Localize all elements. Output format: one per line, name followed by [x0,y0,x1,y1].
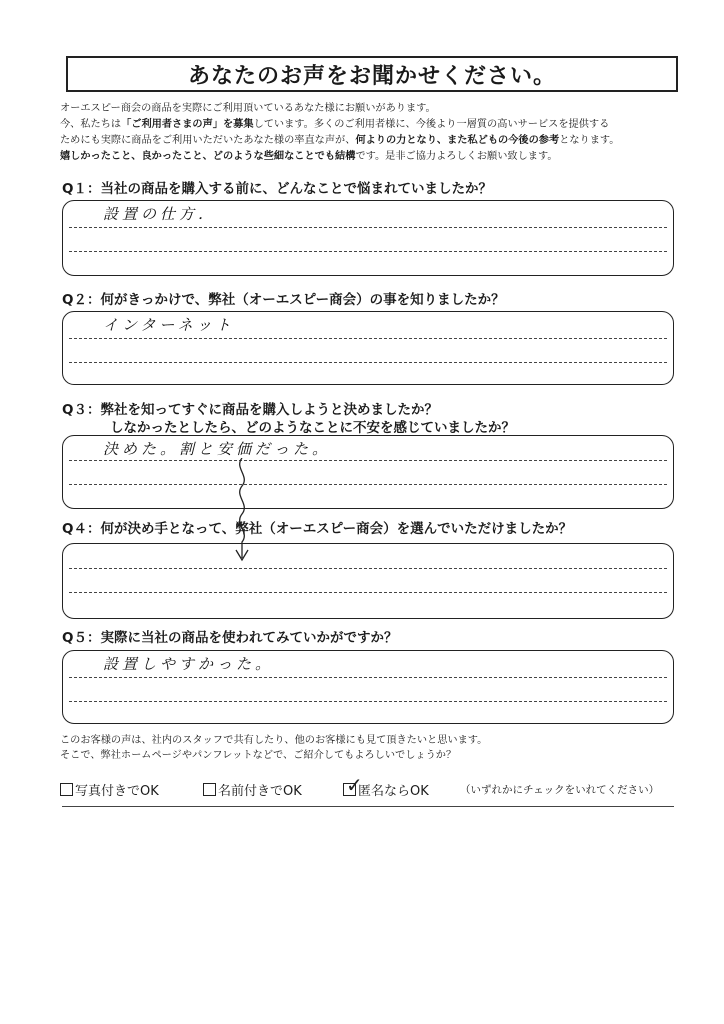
intro-line-4a: 嬉しかったこと、良かったこと、どのような些細なことでも結構 [60,151,356,162]
option-photo-label: 写真付きでOK [75,784,159,799]
intro-line-4b: です。是非ご協力よろしくお願い致します。 [355,151,558,162]
answer-box-2[interactable] [62,311,674,385]
answer-5-text: 設置しやすかった。 [103,655,275,673]
question-2: Q２：何がきっかけで、弊社（オーエスピー商会）の事を知りましたか？ [62,292,505,308]
intro-text [60,101,700,165]
answer-2-text: インターネット [103,316,235,334]
question-1: Q１：当社の商品を購入する前に、どんなことで悩まれていましたか？ [62,181,492,197]
intro-line-2 [60,117,700,133]
question-3: Q３：弊社を知ってすぐに商品を購入しようと決めましたか？ [62,402,438,418]
dashed-line [69,460,667,461]
checkbox-anonymous[interactable] [343,773,363,797]
permission-options [60,773,680,802]
question-3-sub: しなかったとしたら、どのようなことに不安を感じていましたか？ [110,420,515,436]
dashed-line [69,592,667,593]
dashed-line [69,677,667,678]
question-5: Q５：実際に当社の商品を使われてみていかがですか？ [62,630,398,646]
option-anonymous[interactable] [343,773,429,799]
intro-line-1 [60,101,700,117]
page-title [66,56,678,92]
answer-3-text: 決めた。割と安価だった。 [103,440,332,458]
dashed-line [69,251,667,252]
intro-line-2a: 今、私たちは [60,119,122,130]
handwritten-arrow-icon [230,458,260,568]
dashed-line [69,227,667,228]
intro-line-3 [60,133,700,149]
intro-line-2c: しています。多くのご利用者様に、今後より一層質の高いサービスを提供する [253,119,610,130]
intro-line-3a: ためにも実際に商品をご利用いただいたあなた様の率直な声が、 [60,135,356,146]
option-name-label: 名前付きでOK [218,784,302,799]
question-4: Q４：何が決め手となって、弊社（オーエスピー商会）を選んでいただけましたか？ [62,521,573,537]
dashed-line [69,484,667,485]
title-text: あなたのお声をお聞かせください。 [187,63,556,89]
footer-line-1: このお客様の声は、社内のスタッフで共有したり、他のお客様にも見て頂きたいと思います。 [60,735,488,746]
checkbox-name[interactable] [203,783,216,796]
footer-text [60,733,487,763]
answer-box-5[interactable] [62,650,674,724]
answer-box-4[interactable] [62,543,674,619]
check-icon: ✓ [346,773,363,797]
checkbox-photo[interactable] [60,783,73,796]
answer-box-3[interactable] [62,435,674,509]
dashed-line [69,701,667,702]
answer-1-text: 設置の仕方． [103,205,218,223]
intro-line-3c: となります。 [559,135,620,146]
option-anonymous-label: 匿名ならOK [358,784,429,799]
divider [62,806,674,807]
intro-line-1-text: オーエスピー商会の商品を実際にご利用頂いているあなた様にお願いがあります。 [60,103,436,114]
option-photo[interactable] [60,780,159,799]
dashed-line [69,338,667,339]
dashed-line [69,362,667,363]
intro-line-3b: 何よりの力となり、また私どもの今後の参考 [355,135,560,146]
intro-line-4 [60,149,700,165]
answer-box-1[interactable] [62,200,674,276]
dashed-line [69,568,667,569]
option-note: （いずれかにチェックをいれてください） [460,784,660,796]
option-name[interactable] [203,780,302,799]
footer-line-2: そこで、弊社ホームページやパンフレットなどで、ご紹介してもよろしいでしょうか？ [60,750,457,761]
intro-line-2b: 「ご利用者さまの声」を募集 [121,119,254,130]
